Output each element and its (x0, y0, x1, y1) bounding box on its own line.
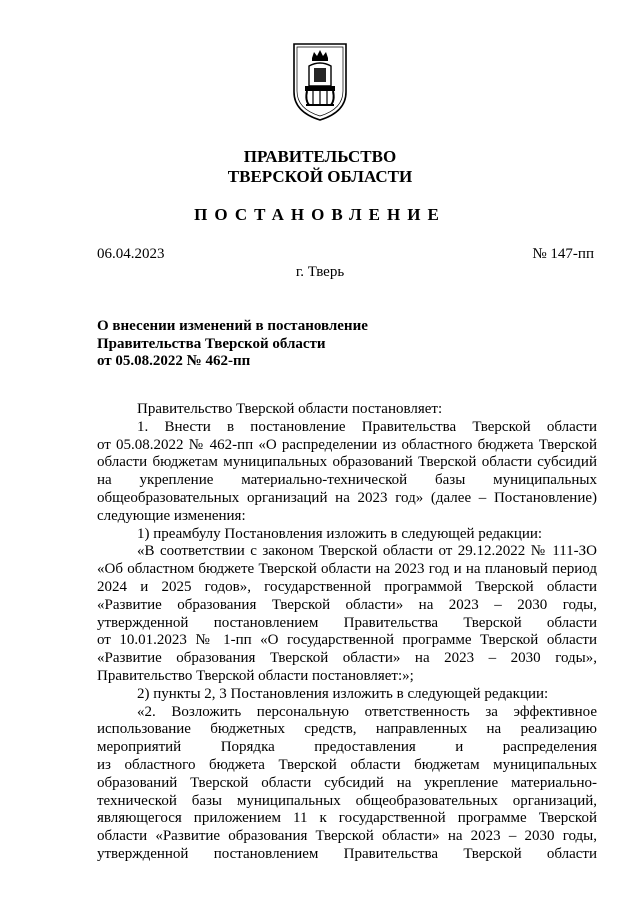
body-line: Правительство Тверской области постановляет:»; (97, 667, 414, 684)
body-line: 2024 и 2025 годов», государственной программой Тверской области (97, 578, 597, 595)
body-line: мероприятий Порядка предоставления и распределения (97, 739, 597, 756)
body-line: 1. Внести в постановление Правительства Тверской области (137, 418, 597, 435)
document-body (97, 401, 597, 864)
document-number: № 147-пп (532, 246, 594, 262)
subject-line: О внесении изменений в постановление (97, 318, 368, 334)
subject-line: от 05.08.2022 № 462-пп (97, 353, 251, 369)
subject-line: Правительства Тверской области (97, 335, 326, 352)
organization-name-line1: ПРАВИТЕЛЬСТВО (243, 147, 397, 166)
body-line: 2) пункты 2, 3 Постановления изложить в следующей редакции: (137, 685, 549, 702)
body-line: общеобразовательных организаций на 2023 год» (далее – Постановление) (97, 489, 597, 506)
body-line: от 05.08.2022 № 462-пп «О распределении из областного бюджета Тверской (97, 436, 597, 453)
body-line: «В соответствии с законом Тверской области от 29.12.2022 № 111-ЗО (137, 543, 597, 560)
document-date: 06.04.2023 (97, 246, 165, 262)
body-line: «2. Возложить персональную ответственность за эффективное (137, 703, 597, 720)
body-line: использование бюджетных средств, направленных на реализацию (97, 721, 597, 738)
body-line: из областного бюджета Тверской области бюджетам муниципальных (97, 756, 597, 773)
body-line: области «Развитие образования Тверской области» на 2023 – 2030 годы, (97, 828, 597, 845)
body-line: утвержденной постановлением Правительства Тверской области (97, 614, 597, 631)
body-line: «Об областном бюджете Тверской области на 2023 год и на плановый период (97, 561, 597, 578)
body-line: от 10.01.2023 № 1-пп «О государственной программе Тверской области (97, 632, 597, 649)
coat-of-arms-icon (290, 42, 350, 122)
body-line: «Развитие образования Тверской области» на 2023 – 2030 годы», (97, 650, 597, 667)
body-line: технической базы муниципальных общеобразовательных организаций, (97, 792, 597, 809)
body-line: области бюджетам муниципальных образований Тверской области субсидий (97, 454, 597, 471)
body-line: Правительство Тверской области постановляет: (137, 401, 443, 417)
body-line: на укрепление материально-технической базы муниципальных (97, 472, 597, 489)
document-city: г. Тверь (295, 264, 345, 280)
body-line: образований Тверской области субсидий на укрепление материально- (97, 774, 597, 791)
body-line: являющегося приложением 11 к государственной программе Тверской (97, 810, 597, 827)
body-line: утвержденной постановлением Правительства Тверской области (97, 845, 597, 862)
organization-name-line2: ТВЕРСКОЙ ОБЛАСТИ (227, 167, 413, 186)
body-line: следующие изменения: (97, 507, 246, 524)
document-subject (97, 318, 497, 371)
body-line: 1) преамбулу Постановления изложить в следующей редакции: (137, 525, 543, 542)
document-type: ПОСТАНОВЛЕНИЕ (194, 205, 446, 224)
body-line: «Развитие образования Тверской области» на 2023 – 2030 годы, (97, 596, 597, 613)
